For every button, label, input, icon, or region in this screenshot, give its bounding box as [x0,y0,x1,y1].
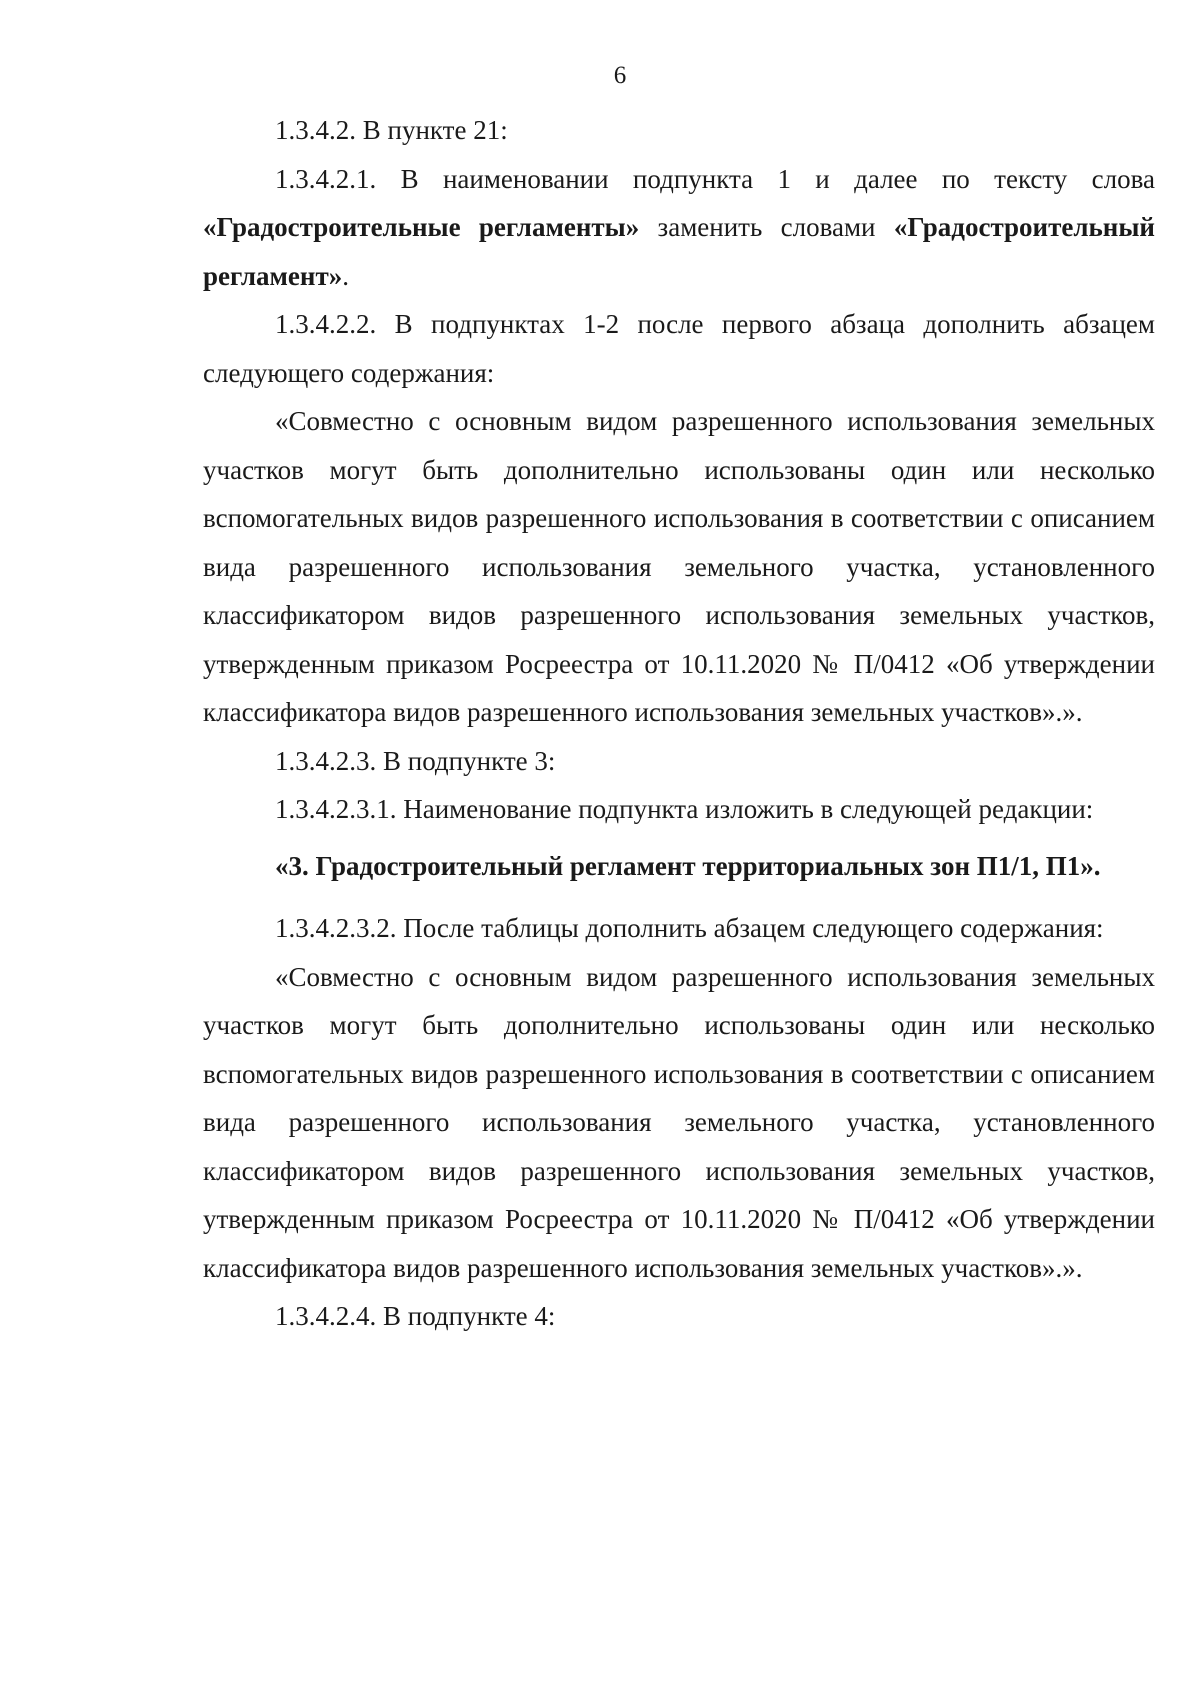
paragraph-text: . [342,260,349,291]
paragraph-text: 1.3.4.2.1. В наименовании подпункта 1 и далее по тексту слова [275,163,1155,194]
paragraph-text: заменить словами [639,212,894,242]
paragraph-1-3-4-2-3-2: 1.3.4.2.3.2. После таблицы дополнить абзацем следующего содержания: [275,913,1104,943]
paragraph-1-3-4-2-1 [203,155,1155,301]
paragraph-1-3-4-2-3: 1.3.4.2.3. В подпункте 3: [275,745,556,776]
paragraph-1-3-4-2-4: 1.3.4.2.4. В подпункте 4: [275,1301,556,1331]
document-body [203,106,1155,1341]
paragraph-1-3-4-2-2: 1.3.4.2.2. В подпунктах 1-2 после первого абзаца дополнить абзацем следующего содержания: [203,309,1155,388]
bold-phrase-new: «Градостроительный регламент» [203,212,1155,291]
bold-heading-quote: «3. Градостроительный регламент территориальных зон П1/1, П1». [275,850,1101,881]
paragraph-1-3-4-2-3-1: 1.3.4.2.3.1. Наименование подпункта изложить в следующей редакции: [275,794,1094,824]
paragraph-1-3-4-2: 1.3.4.2. В пункте 21: [275,115,508,145]
page-number: 6 [613,62,627,89]
quoted-paragraph-1: «Совместно с основным видом разрешенного использования земельных участков могут быть дополнительно использованы один или несколько вспомогательных видов разрешенного использования в соответствии с описанием вида разрешенного использования земельного участка, установленного классификатором видов разрешенного использования земельных участков, утвержденным приказом Росреестра от 10.11.2020 № П/0412 «Об утверждении классификатора видов разрешенного использования земельных участков».». [203,406,1155,727]
quoted-paragraph-2: «Совместно с основным видом разрешенного использования земельных участков могут быть дополнительно использованы один или несколько вспомогательных видов разрешенного использования в соответствии с описанием вида разрешенного использования земельного участка, установленного классификатором видов разрешенного использования земельных участков, утвержденным приказом Росреестра от 10.11.2020 № П/0412 «Об утверждении классификатора видов разрешенного использования земельных участков».». [203,961,1155,1283]
bold-phrase-old: «Градостроительные регламенты» [203,212,640,242]
